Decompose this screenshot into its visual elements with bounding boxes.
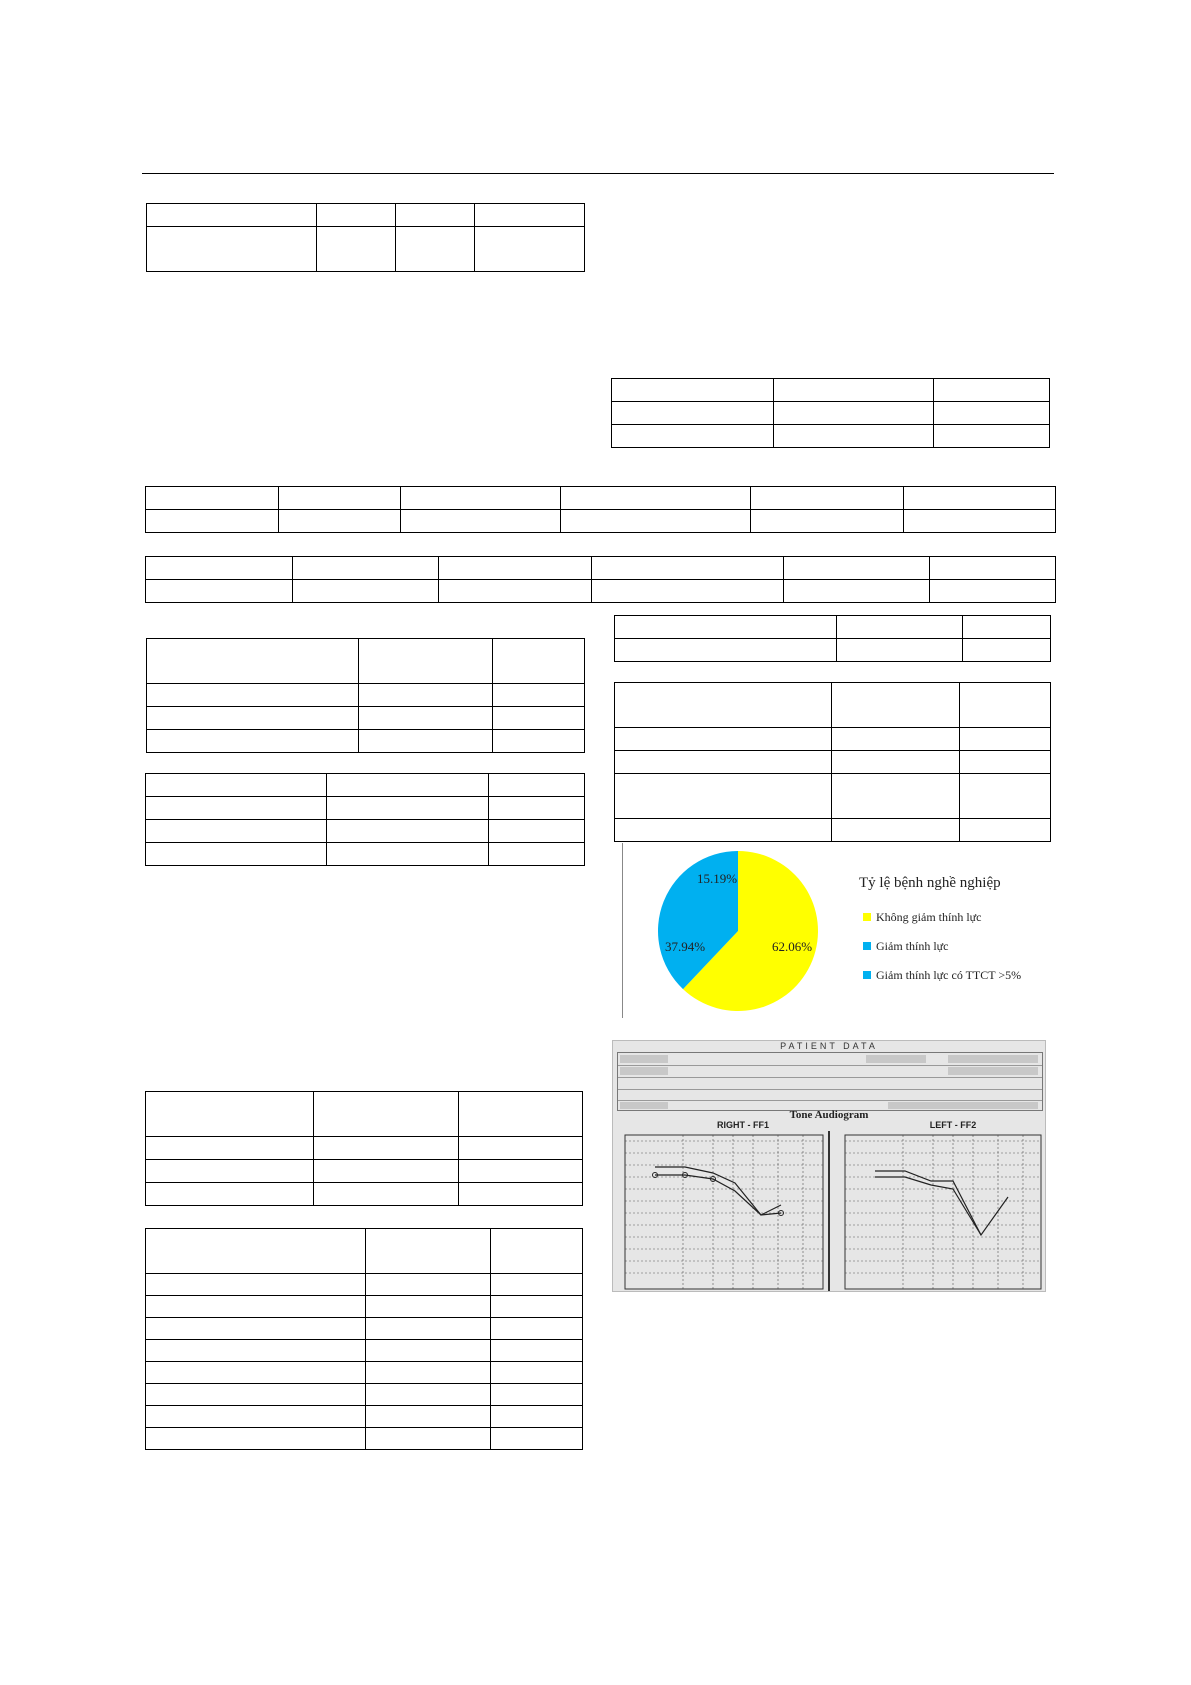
patient-field: [866, 1055, 926, 1063]
audiogram-graphs: [613, 1131, 1045, 1291]
pie-chart: [622, 843, 1042, 1018]
patient-field: [888, 1102, 1038, 1109]
patient-field: [620, 1067, 668, 1075]
table-row: [146, 797, 585, 820]
data-label: 62.06%: [772, 939, 813, 954]
table-2: [611, 378, 1050, 448]
legend-swatch: [863, 913, 871, 921]
left-ear-label: LEFT - FF2: [929, 1120, 977, 1130]
left-ear-grid: [845, 1135, 1041, 1289]
audiogram-banner: PATIENT DATA: [780, 1041, 878, 1051]
patient-row: [618, 1065, 1042, 1066]
table-row: [146, 487, 1056, 510]
table-row: [612, 425, 1050, 448]
tone-audiogram-title: Tone Audiogram: [789, 1109, 869, 1121]
table-row: [147, 707, 585, 730]
table-row: [146, 843, 585, 866]
table-row: [612, 402, 1050, 425]
table-row: [146, 1362, 583, 1384]
right-ear-markers: [653, 1173, 784, 1216]
patient-field: [620, 1102, 668, 1109]
table-row: [612, 379, 1050, 402]
table-10: [145, 1228, 583, 1450]
table-1: [146, 203, 585, 272]
patient-row: [618, 1089, 1042, 1090]
table-row: [146, 510, 1056, 533]
table-row: [615, 751, 1051, 774]
patient-field: [620, 1055, 668, 1063]
legend-swatch: [863, 942, 871, 950]
pie-chart-figure: [622, 843, 1042, 1018]
patient-field: [948, 1055, 1038, 1063]
table-row: [146, 580, 1056, 603]
left-ear-frame: [845, 1135, 1041, 1289]
patient-row: [618, 1100, 1042, 1101]
table-row: [146, 557, 1056, 580]
table-row: [146, 1160, 583, 1183]
legend-entry: Giảm thính lực có TTCT >5%: [876, 968, 1022, 982]
table-row: [147, 684, 585, 707]
table-row: [146, 820, 585, 843]
legend-entry: Không giảm thính lực: [876, 910, 982, 924]
right-ear-label: RIGHT - FF1: [717, 1120, 769, 1130]
left-ear-line: [875, 1171, 1008, 1235]
table-row: [147, 730, 585, 753]
right-ear-frame: [625, 1135, 823, 1289]
table-row: [146, 1406, 583, 1428]
right-ear-line: [655, 1175, 781, 1215]
patient-data-panel: [617, 1052, 1043, 1111]
left-ear-line: [875, 1177, 981, 1235]
table-3: [145, 486, 1056, 533]
table-row: [146, 1137, 583, 1160]
table-row: [615, 616, 1051, 639]
table-row: [615, 639, 1051, 662]
data-label: 37.94%: [665, 939, 706, 954]
patient-field: [948, 1067, 1038, 1075]
table-row: [146, 1296, 583, 1318]
table-row: [146, 1274, 583, 1296]
table-row: [615, 683, 1051, 728]
table-row: [615, 728, 1051, 751]
patient-row: [618, 1077, 1042, 1078]
right-ear-grid: [625, 1135, 823, 1289]
table-row: [615, 819, 1051, 842]
table-row: [615, 774, 1051, 819]
table-row: [146, 1229, 583, 1274]
table-row: [146, 1340, 583, 1362]
table-5: [614, 615, 1051, 662]
table-row: [146, 1428, 583, 1450]
data-label: 15.19%: [697, 871, 738, 886]
table-row: [147, 227, 585, 272]
table-8: [145, 773, 585, 866]
table-row: [146, 1092, 583, 1137]
table-row: [146, 1183, 583, 1206]
legend-entry: Giảm thính lực: [876, 939, 949, 953]
table-9: [145, 1091, 583, 1206]
table-row: [147, 639, 585, 684]
right-ear-line: [655, 1167, 781, 1215]
table-row: [146, 1384, 583, 1406]
table-row: [146, 774, 585, 797]
audiogram-image: [612, 1040, 1046, 1292]
header-rule: [142, 173, 1054, 174]
table-row: [146, 1318, 583, 1340]
legend-title: Tỷ lệ bệnh nghề nghiệp: [859, 875, 1001, 891]
table-6: [146, 638, 585, 753]
table-4: [145, 556, 1056, 603]
table-row: [147, 204, 585, 227]
legend-swatch: [863, 971, 871, 979]
table-7: [614, 682, 1051, 842]
